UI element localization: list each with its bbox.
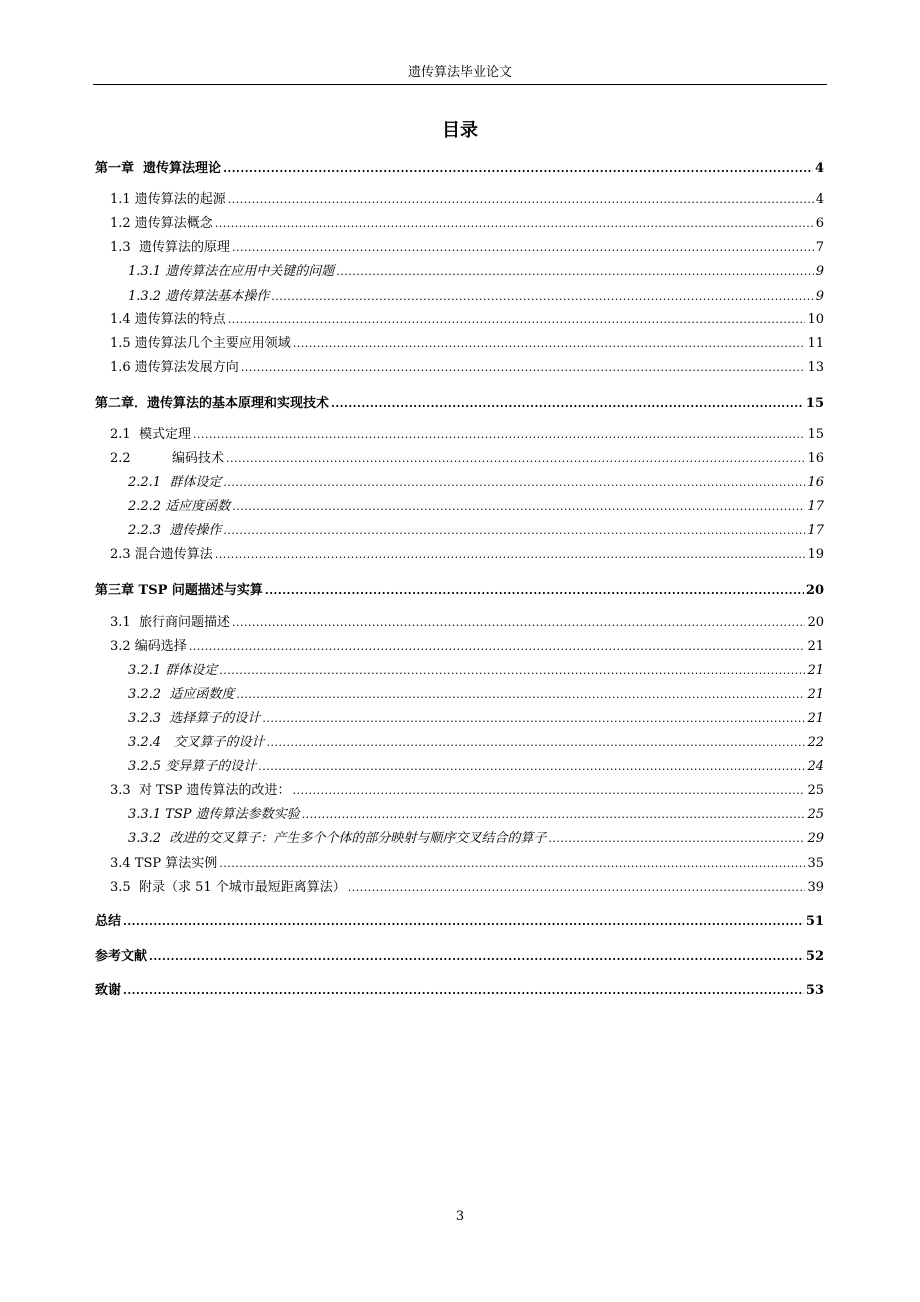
toc-entry-label: 2.2.2 适应度函数 (128, 499, 231, 514)
toc-entry-page: 19 (807, 547, 824, 562)
toc-entry[interactable] (128, 830, 824, 848)
toc-entry-label: 3.3.1 TSP 遗传算法参数实验 (128, 807, 300, 822)
toc-entry-page: 13 (807, 360, 824, 375)
toc-entry[interactable] (95, 982, 824, 1000)
toc-entry[interactable] (110, 782, 824, 800)
toc-entry[interactable] (110, 239, 824, 257)
toc-leader-dots (223, 474, 805, 492)
toc-entry[interactable] (110, 335, 824, 353)
toc-entry[interactable] (128, 710, 824, 728)
toc-entry-page: 25 (807, 807, 824, 822)
toc-entry-page: 21 (807, 663, 824, 678)
toc-entry-page: 39 (807, 880, 824, 895)
toc-entry-page: 4 (814, 161, 824, 176)
toc-leader-dots (236, 686, 805, 704)
toc-leader-dots (302, 806, 806, 824)
toc-leader-dots (193, 426, 806, 444)
toc-entry[interactable] (110, 450, 824, 468)
toc-entry-label: 第三章 TSP 问题描述与实算 (95, 583, 263, 598)
toc-entry-label: 2.2 编码技术 (110, 451, 224, 466)
toc-leader-dots (215, 215, 814, 233)
toc-entry[interactable] (95, 913, 824, 931)
toc-entry-label: 总结 (95, 914, 122, 929)
toc-leader-dots (123, 982, 804, 1000)
toc-leader-dots (228, 311, 806, 329)
toc-entry-label: 3.1 旅行商问题描述 (110, 615, 230, 630)
toc-leader-dots (226, 450, 805, 468)
toc-entry-page: 4 (815, 192, 824, 207)
toc-entry-page: 52 (805, 949, 824, 964)
toc-entry-label: 第一章 遗传算法理论 (95, 161, 222, 176)
toc-entry-page: 6 (815, 216, 824, 231)
toc-leader-dots (149, 948, 804, 966)
toc-entry-page: 15 (805, 396, 824, 411)
toc-entry-page: 25 (807, 783, 824, 798)
toc-entry-label: 1.5 遗传算法几个主要应用领域 (110, 336, 291, 351)
toc-leader-dots (232, 614, 806, 632)
toc-entry-label: 3.3.2 改进的交叉算子：产生多个个体的部分映射与顺序交叉结合的算子 (128, 831, 547, 846)
toc-entry-label: 3.5 附录（求 51 个城市最短距离算法） (110, 880, 346, 895)
toc-leader-dots (123, 913, 804, 931)
toc-entry-page: 29 (807, 831, 824, 846)
toc-entry-label: 参考文献 (95, 949, 148, 964)
toc-entry[interactable] (128, 686, 824, 704)
toc-entry[interactable] (128, 288, 824, 306)
toc-entry-page: 10 (807, 312, 824, 327)
toc-entry-label: 1.4 遗传算法的特点 (110, 312, 226, 327)
toc-leader-dots (219, 662, 805, 680)
toc-entry-label: 1.3 遗传算法的原理 (110, 240, 230, 255)
toc-leader-dots (232, 239, 814, 257)
toc-entry-page: 17 (807, 499, 824, 514)
toc-entry-label: 致谢 (95, 983, 122, 998)
toc-entry-page: 24 (807, 759, 824, 774)
toc-entry-page: 21 (807, 711, 824, 726)
toc-entry[interactable] (110, 546, 824, 564)
toc-entry[interactable] (110, 426, 824, 444)
toc-leader-dots (265, 582, 804, 600)
toc-entry-label: 2.2.1 群体设定 (128, 475, 222, 490)
page-number: 3 (455, 1209, 465, 1224)
toc-entry-label: 1.6 遗传算法发展方向 (110, 360, 239, 375)
toc-title: 目录 (442, 120, 478, 141)
toc-leader-dots (293, 335, 806, 353)
toc-entry-page: 51 (805, 914, 824, 929)
toc-entry-label: 1.2 遗传算法概念 (110, 216, 213, 231)
toc-entry-page: 53 (805, 983, 824, 998)
toc-entry-page: 22 (807, 735, 824, 750)
running-header: 遗传算法毕业论文 (407, 65, 512, 80)
toc-leader-dots (219, 855, 805, 873)
toc-leader-dots (262, 710, 805, 728)
toc-entry[interactable] (110, 879, 824, 897)
toc-leader-dots (548, 830, 805, 848)
toc-entry-page: 16 (807, 451, 824, 466)
toc-entry-page: 7 (815, 240, 824, 255)
toc-entry-label: 3.2 编码选择 (110, 639, 187, 654)
toc-entry[interactable] (110, 614, 824, 632)
toc-entry-page: 9 (815, 264, 824, 279)
toc-entry-label: 3.4 TSP 算法实例 (110, 856, 218, 871)
toc-entry[interactable] (110, 191, 824, 209)
toc-entry-page: 20 (805, 583, 824, 598)
toc-leader-dots (215, 546, 806, 564)
toc-entry[interactable] (110, 359, 824, 377)
toc-entry-page: 9 (815, 289, 824, 304)
toc-entry[interactable] (95, 948, 824, 966)
toc-entry-page: 17 (807, 523, 824, 538)
toc-entry[interactable] (110, 638, 824, 656)
toc-entry-label: 第二章．遗传算法的基本原理和实现技术 (95, 396, 330, 411)
toc-entry-label: 3.2.3 选择算子的设计 (128, 711, 261, 726)
toc-entry-label: 1.3.2 遗传算法基本操作 (128, 289, 270, 304)
toc-entry-page: 11 (807, 336, 824, 351)
toc-entry[interactable] (110, 311, 824, 329)
toc-entry-page: 35 (807, 856, 824, 871)
toc-entry[interactable] (128, 498, 824, 516)
toc-leader-dots (241, 359, 806, 377)
toc-leader-dots (223, 522, 805, 540)
toc-entry[interactable] (128, 263, 824, 281)
toc-leader-dots (266, 734, 805, 752)
toc-entry-label: 1.3.1 遗传算法在应用中关键的问题 (128, 264, 335, 279)
toc-entry-label: 3.2.4 交叉算子的设计 (128, 735, 265, 750)
toc-leader-dots (293, 782, 806, 800)
toc-entry-page: 15 (807, 427, 824, 442)
toc-entry[interactable] (128, 734, 824, 752)
toc-entry[interactable] (128, 758, 824, 776)
toc-leader-dots (258, 758, 805, 776)
toc-entry[interactable] (95, 582, 824, 600)
toc-entry[interactable] (128, 522, 824, 540)
toc-entry[interactable] (95, 160, 824, 178)
toc-entry-page: 16 (807, 475, 824, 490)
toc-entry[interactable] (128, 662, 824, 680)
toc-entry[interactable] (95, 395, 824, 413)
toc-entry-label: 2.3 混合遗传算法 (110, 547, 213, 562)
toc-leader-dots (336, 263, 814, 281)
toc-entry-page: 21 (807, 687, 824, 702)
header-divider (93, 84, 827, 85)
toc-entry-label: 3.2.1 群体设定 (128, 663, 218, 678)
toc-leader-dots (348, 879, 806, 897)
toc-entry[interactable] (110, 855, 824, 873)
toc-entry[interactable] (128, 806, 824, 824)
toc-leader-dots (232, 498, 805, 516)
toc-leader-dots (271, 288, 814, 306)
toc-entry-label: 3.2.2 适应函数度 (128, 687, 235, 702)
toc-leader-dots (189, 638, 806, 656)
toc-leader-dots (228, 191, 814, 209)
toc-entry-label: 3.2.5 变异算子的设计 (128, 759, 257, 774)
toc-entry-label: 3.3 对 TSP 遗传算法的改进： (110, 783, 291, 798)
toc-leader-dots (223, 160, 813, 178)
toc-entry-page: 20 (807, 615, 824, 630)
toc-entry[interactable] (110, 215, 824, 233)
toc-entry[interactable] (128, 474, 824, 492)
toc-leader-dots (331, 395, 804, 413)
toc-entry-page: 21 (807, 639, 824, 654)
toc-entry-label: 1.1 遗传算法的起源 (110, 192, 226, 207)
toc-entry-label: 2.1 模式定理 (110, 427, 191, 442)
toc-entry-label: 2.2.3 遗传操作 (128, 523, 222, 538)
